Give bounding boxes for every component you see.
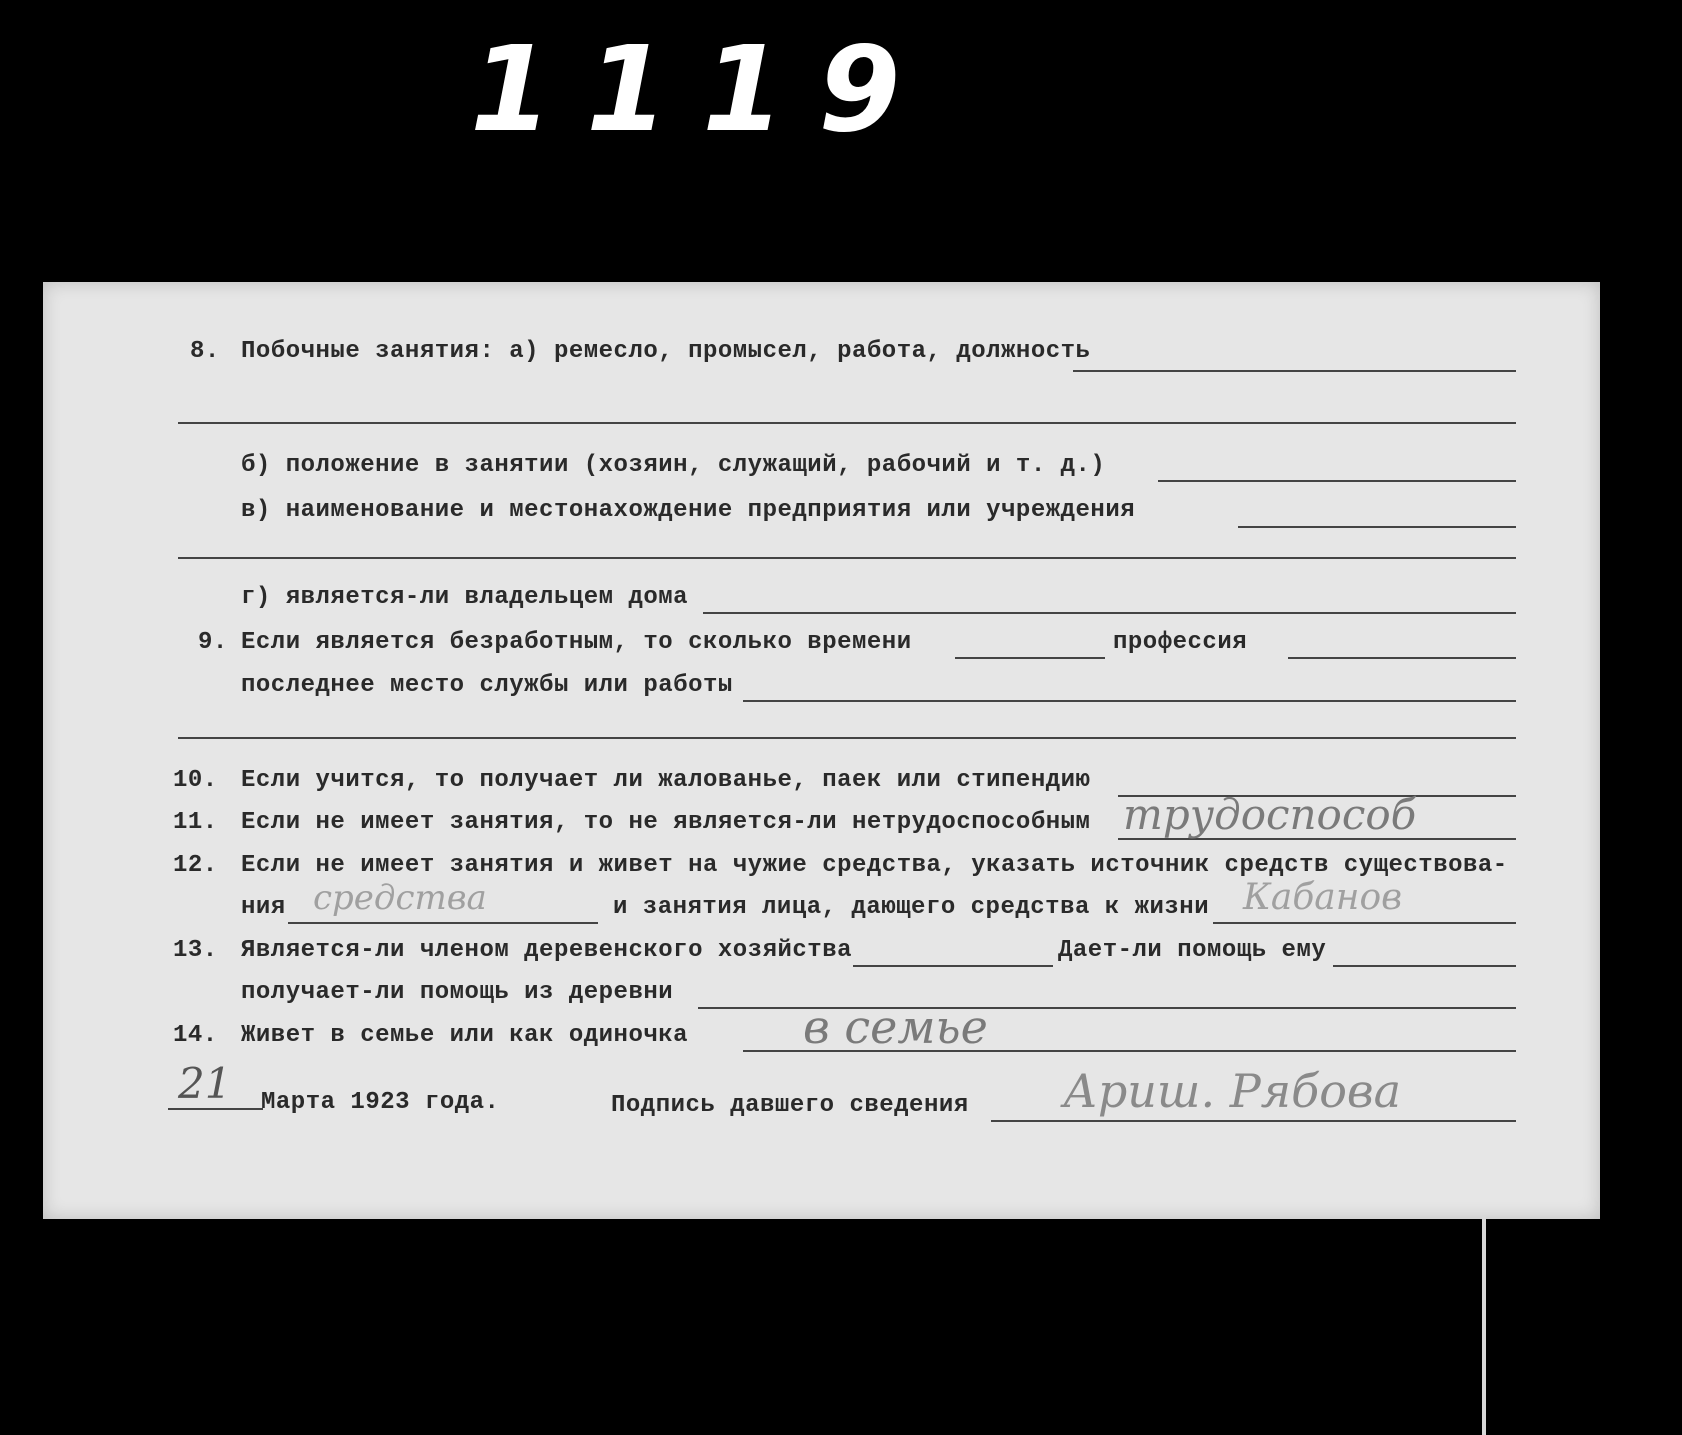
footer-day: 21 bbox=[178, 1059, 232, 1108]
q8a-answer-line-2 bbox=[178, 422, 1516, 424]
frame-number: 1119 bbox=[470, 20, 935, 158]
q12-answer-2: Кабанов bbox=[1243, 877, 1403, 918]
q9-prof-line bbox=[1288, 657, 1516, 659]
q9-time-line bbox=[955, 657, 1105, 659]
footer-day-line bbox=[168, 1108, 263, 1110]
q8-label-g: г) является-ли владельцем дома bbox=[241, 584, 689, 611]
q9-work-line bbox=[743, 700, 1516, 702]
q13-number: 13. bbox=[173, 937, 218, 964]
form-card bbox=[43, 282, 1600, 1219]
q11-number: 11. bbox=[173, 809, 218, 836]
q14-answer: в семье bbox=[803, 1000, 988, 1054]
q13-label-help: Дает-ли помощь ему bbox=[1058, 937, 1327, 964]
q9-label-prof: профессия bbox=[1113, 629, 1248, 656]
q9-label-1: Если является безработным, то сколько времени bbox=[241, 629, 912, 656]
film-edge-line bbox=[1482, 1215, 1486, 1435]
footer-date: Марта 1923 года. bbox=[261, 1089, 500, 1116]
q14-number: 14. bbox=[173, 1022, 218, 1049]
q9-label-2: последнее место службы или работы bbox=[241, 672, 733, 699]
q12-number: 12. bbox=[173, 852, 218, 879]
q8-label-v: в) наименование и местонахождение предприятия или учреждения bbox=[241, 497, 1136, 524]
q9-number: 9. bbox=[198, 629, 228, 656]
q8-label-b: б) положение в занятии (хозяин, служащий, рабочий и т. д.) bbox=[241, 452, 1106, 479]
q14-label: Живет в семье или как одиночка bbox=[241, 1022, 689, 1049]
q10-label: Если учится, то получает ли жалованье, паек или стипендию bbox=[241, 767, 1091, 794]
q12-label-2b: и занятия лица, дающего средства к жизни bbox=[613, 894, 1210, 921]
q8-number: 8. bbox=[190, 338, 220, 365]
q13-label-2: получает-ли помощь из деревни bbox=[241, 979, 674, 1006]
q13-member-line bbox=[853, 965, 1053, 967]
q11-label: Если не имеет занятия, то не является-ли нетрудоспособным bbox=[241, 809, 1091, 836]
q12-answer-1: средства bbox=[313, 878, 487, 918]
footer-signature-line bbox=[991, 1120, 1516, 1122]
q12-label-1: Если не имеет занятия и живет на чужие средства, указать источник средств существова- bbox=[241, 852, 1508, 879]
q8v-answer-line-2 bbox=[178, 557, 1516, 559]
q11-answer: трудоспособ bbox=[1123, 790, 1417, 839]
footer-signature: Ариш. Рябова bbox=[1063, 1064, 1402, 1118]
q9-work-line-2 bbox=[178, 737, 1516, 739]
q12-source-line bbox=[288, 922, 598, 924]
q10-number: 10. bbox=[173, 767, 218, 794]
q13-help-line bbox=[1333, 965, 1516, 967]
q8b-answer-line bbox=[1158, 480, 1516, 482]
q8v-answer-line bbox=[1238, 526, 1516, 528]
footer-signature-label: Подпись давшего сведения bbox=[611, 1092, 969, 1119]
q8a-answer-line bbox=[1073, 370, 1516, 372]
q12-person-line bbox=[1213, 922, 1516, 924]
q12-label-2a: ния bbox=[241, 894, 286, 921]
q8-label-a: Побочные занятия: а) ремесло, промысел, работа, должность bbox=[241, 338, 1091, 365]
q8g-answer-line bbox=[703, 612, 1516, 614]
q13-label-1: Является-ли членом деревенского хозяйства bbox=[241, 937, 852, 964]
